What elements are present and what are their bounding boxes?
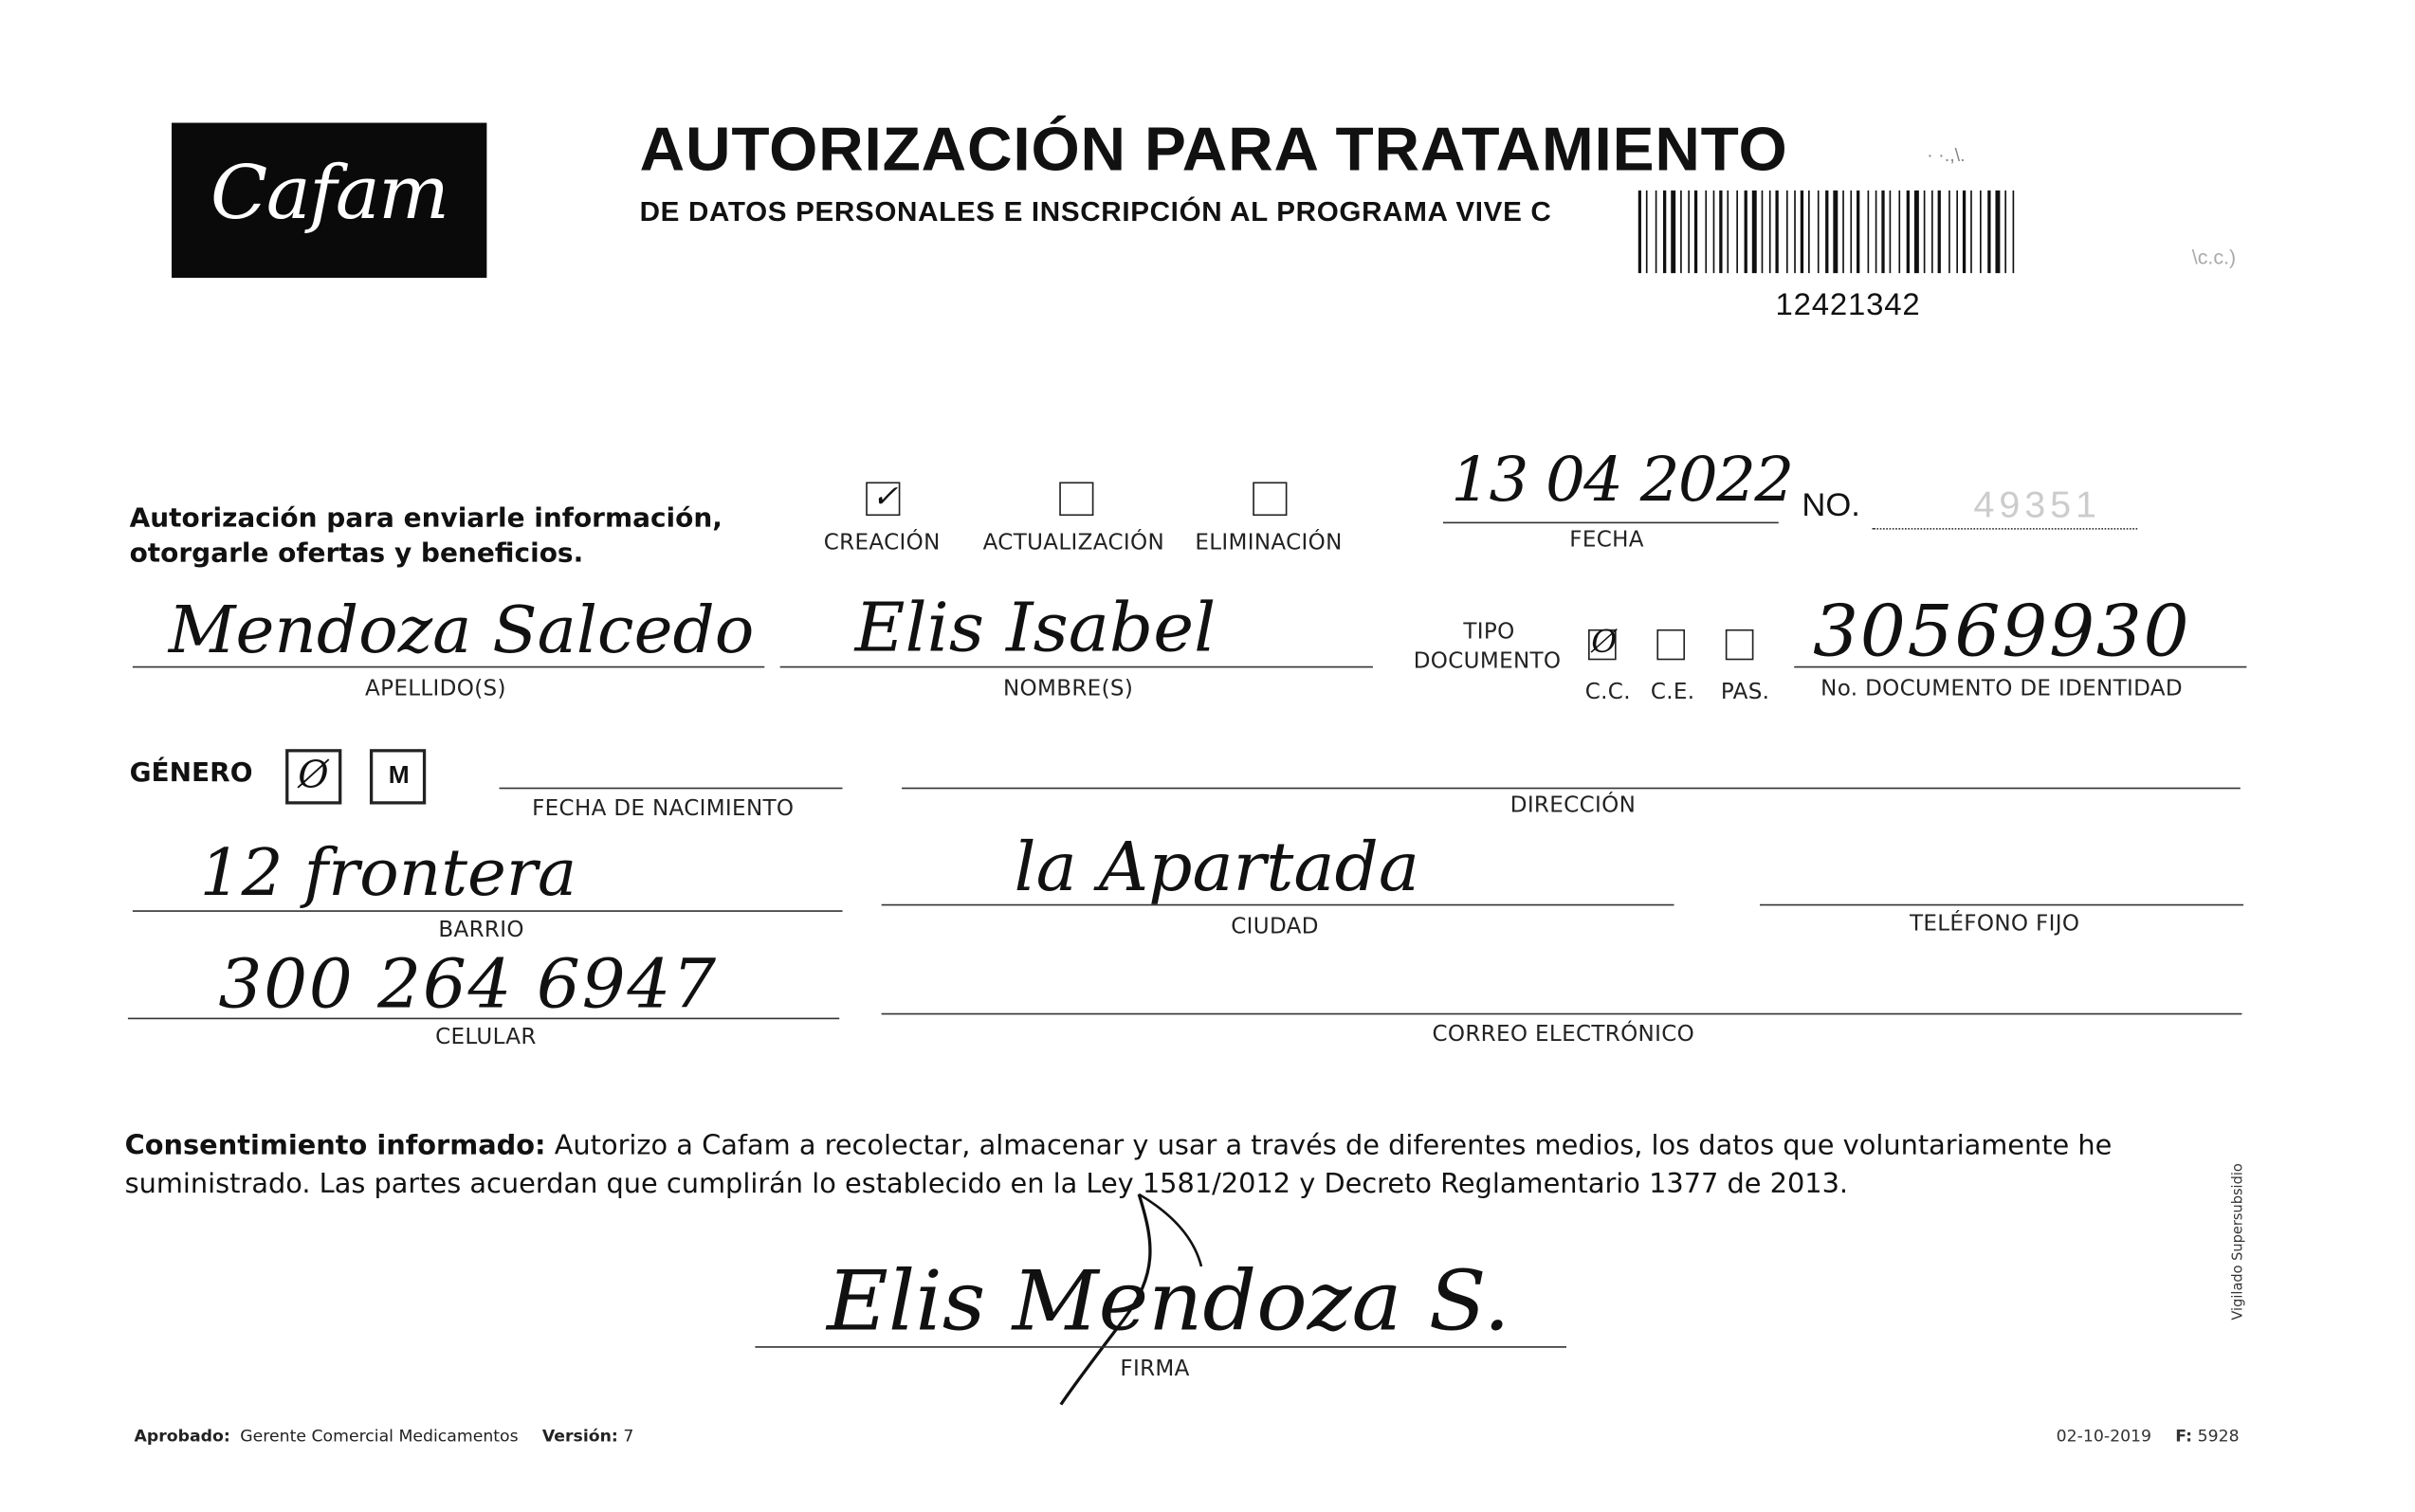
label-eliminacion: ELIMINACIÓN (1195, 531, 1343, 556)
barcode-bar (1825, 191, 1828, 273)
barcode-bar (1875, 191, 1877, 273)
consent-paragraph-line2: suministrado. Las partes acuerdan que cumplirán lo establecido en la Ley 1581/2012 y Decreto Reglamentario 1377 de 2013. (124, 1169, 1849, 1201)
aprobado-label: Aprobado: (134, 1427, 230, 1447)
documento-line (1794, 666, 2246, 668)
consent-text-1: Autorizo a Cafam a recolectar, almacenar y usar a través de diferentes medios, los datos que voluntariamente he (545, 1131, 2113, 1162)
check-mark-icon: ✓ (871, 477, 899, 515)
signature-label: FIRMA (1120, 1357, 1190, 1382)
label-cc: C.C. (1584, 680, 1631, 705)
footer-f-value: 5928 (2197, 1427, 2240, 1447)
celular-value[interactable]: 300 264 6947 (218, 945, 718, 1025)
apellidos-line (133, 666, 764, 668)
barcode-bar (1762, 191, 1764, 273)
aprobado-value: Gerente Comercial Medicamentos (240, 1427, 519, 1447)
version-value: 7 (623, 1427, 634, 1447)
barcode-bar (1680, 191, 1682, 273)
no-value: 49351 (1973, 484, 2101, 527)
fecha-line (1443, 522, 1779, 524)
celular-line (128, 1018, 839, 1020)
checkbox-eliminacion[interactable] (1253, 482, 1287, 516)
checkbox-cc[interactable] (1588, 623, 1618, 661)
barcode-bar (1688, 191, 1690, 273)
nombres-value[interactable]: Elis Isabel (854, 589, 1217, 668)
fecha-label: FECHA (1569, 528, 1644, 553)
barcode-bar (1938, 191, 1941, 273)
footer-left (135, 1428, 634, 1446)
barcode-bar (1987, 191, 1990, 273)
direccion-label: DIRECCIÓN (1509, 793, 1637, 819)
documento-value[interactable]: 30569930 (1812, 589, 2191, 673)
barcode (1638, 191, 2022, 273)
barcode-bar (2004, 191, 2006, 273)
genero-m-label: M (388, 762, 410, 790)
tipo-label-1: TIPO (1463, 620, 1515, 646)
barcode-bar (1794, 191, 1796, 273)
no-label: NO. (1802, 487, 1860, 524)
barcode-bar (1980, 191, 1982, 273)
barcode-bar (2013, 191, 2015, 273)
barcode-bar (1956, 191, 1958, 273)
barcode-bar (1842, 191, 1844, 273)
correo-line (882, 1013, 2242, 1015)
genero-label: GÉNERO (129, 757, 253, 790)
barcode-bar (1745, 191, 1747, 273)
authorization-prompt-line2: otorgarle ofertas y beneficios. (129, 538, 584, 570)
barcode-bar (1907, 191, 1910, 273)
barcode-bar (1713, 191, 1715, 273)
faint-mark-right: \c.c.) (2191, 246, 2237, 269)
faint-mark-top: · ·.,\. (1927, 144, 1966, 166)
footer-date: 02-10-2019 (2056, 1427, 2152, 1447)
cafam-logo-text: Cafam (210, 150, 448, 237)
checkbox-actualizacion[interactable] (1059, 482, 1093, 516)
page-title: AUTORIZACIÓN PARA TRATAMIENTO (639, 117, 1788, 185)
barcode-bar (1868, 191, 1870, 273)
fecha-value[interactable]: 13 04 2022 (1451, 445, 1793, 517)
barcode-bar (1638, 191, 1641, 273)
genero-f-mark-icon: Ø (298, 754, 329, 797)
barcode-bar (1752, 191, 1757, 273)
barcode-bar (1850, 191, 1852, 273)
barcode-bar (1948, 191, 1950, 273)
nombres-line (780, 666, 1373, 668)
barcode-bar (1924, 191, 1926, 273)
telefono-label: TELÉFONO FIJO (1909, 911, 2080, 937)
nacimiento-label: FECHA DE NACIMIENTO (532, 796, 795, 822)
consent-paragraph-line1 (125, 1131, 2113, 1161)
direccion-line (902, 788, 2241, 790)
barcode-bar (1833, 191, 1838, 273)
barcode-bar (1775, 191, 1778, 273)
footer-f-label: F: (2175, 1427, 2193, 1447)
supersubsidio-side-text: Vigilado Supersubsidio (2230, 1163, 2247, 1321)
barcode-bar (1671, 191, 1675, 273)
label-pas: PAS. (1720, 680, 1770, 705)
barcode-bar (1818, 191, 1820, 273)
barcode-bar (1931, 191, 1933, 273)
cafam-logo (172, 123, 486, 279)
signature-line (755, 1346, 1566, 1348)
barcode-bar (1963, 191, 1966, 273)
consent-bold-label: Consentimiento informado: (124, 1131, 546, 1162)
barcode-bar (1970, 191, 1972, 273)
barcode-bar (1769, 191, 1771, 273)
ciudad-line (882, 904, 1674, 906)
apellidos-value[interactable]: Mendoza Salcedo (168, 592, 755, 668)
footer-right (2057, 1428, 2240, 1446)
checkbox-genero-m[interactable] (370, 749, 426, 804)
ciudad-value[interactable]: la Apartada (1014, 829, 1420, 908)
ciudad-label: CIUDAD (1231, 915, 1319, 940)
tipo-label-2: DOCUMENTO (1413, 648, 1562, 674)
barcode-bar (1727, 191, 1729, 273)
page-subtitle: DE DATOS PERSONALES E INSCRIPCIÓN AL PROGRAMA VIVE C (639, 196, 1552, 228)
barrio-label: BARRIO (438, 918, 524, 943)
label-actualizacion: ACTUALIZACIÓN (982, 531, 1165, 556)
barcode-bar (1694, 191, 1697, 273)
barrio-line (133, 910, 843, 912)
correo-label: CORREO ELECTRÓNICO (1432, 1022, 1695, 1047)
barcode-bar (1736, 191, 1738, 273)
checkbox-creacion[interactable] (866, 477, 900, 516)
barcode-bar (1786, 191, 1788, 273)
label-creacion: CREACIÓN (823, 531, 941, 556)
barcode-bar (1663, 191, 1666, 273)
barcode-bar (1646, 191, 1648, 273)
apellidos-label: APELLIDO(S) (365, 677, 506, 702)
celular-label: CELULAR (435, 1025, 537, 1050)
barcode-bar (1898, 191, 1900, 273)
nacimiento-line (500, 788, 843, 790)
barcode-bar (1808, 191, 1810, 273)
barcode-bar (1656, 191, 1657, 273)
documento-label: No. DOCUMENTO DE IDENTIDAD (1820, 677, 2183, 702)
label-ce: C.E. (1650, 680, 1695, 705)
barcode-bar (1857, 191, 1859, 273)
nombres-label: NOMBRE(S) (1002, 677, 1134, 702)
version-label: Versión: (541, 1427, 618, 1447)
barrio-value[interactable]: 12 frontera (199, 834, 577, 911)
barcode-bar (1801, 191, 1803, 273)
barcode-bar (1890, 191, 1892, 273)
no-line (1872, 528, 2137, 530)
checkbox-pas[interactable] (1726, 629, 1754, 660)
barcode-bar (1719, 191, 1722, 273)
barcode-number: 12421342 (1775, 288, 1921, 323)
signature-value[interactable]: Elis Mendoza S. (827, 1252, 1510, 1350)
barcode-bar (1995, 191, 2000, 273)
checkbox-ce[interactable] (1656, 629, 1685, 660)
barcode-bar (1914, 191, 1919, 273)
telefono-line (1760, 904, 2243, 906)
barcode-bar (1881, 191, 1884, 273)
cc-mark-icon: Ø (1591, 623, 1618, 661)
checkbox-genero-f[interactable] (285, 749, 341, 804)
authorization-prompt-line1: Autorización para enviarle información, (129, 503, 723, 535)
barcode-bar (1705, 191, 1707, 273)
